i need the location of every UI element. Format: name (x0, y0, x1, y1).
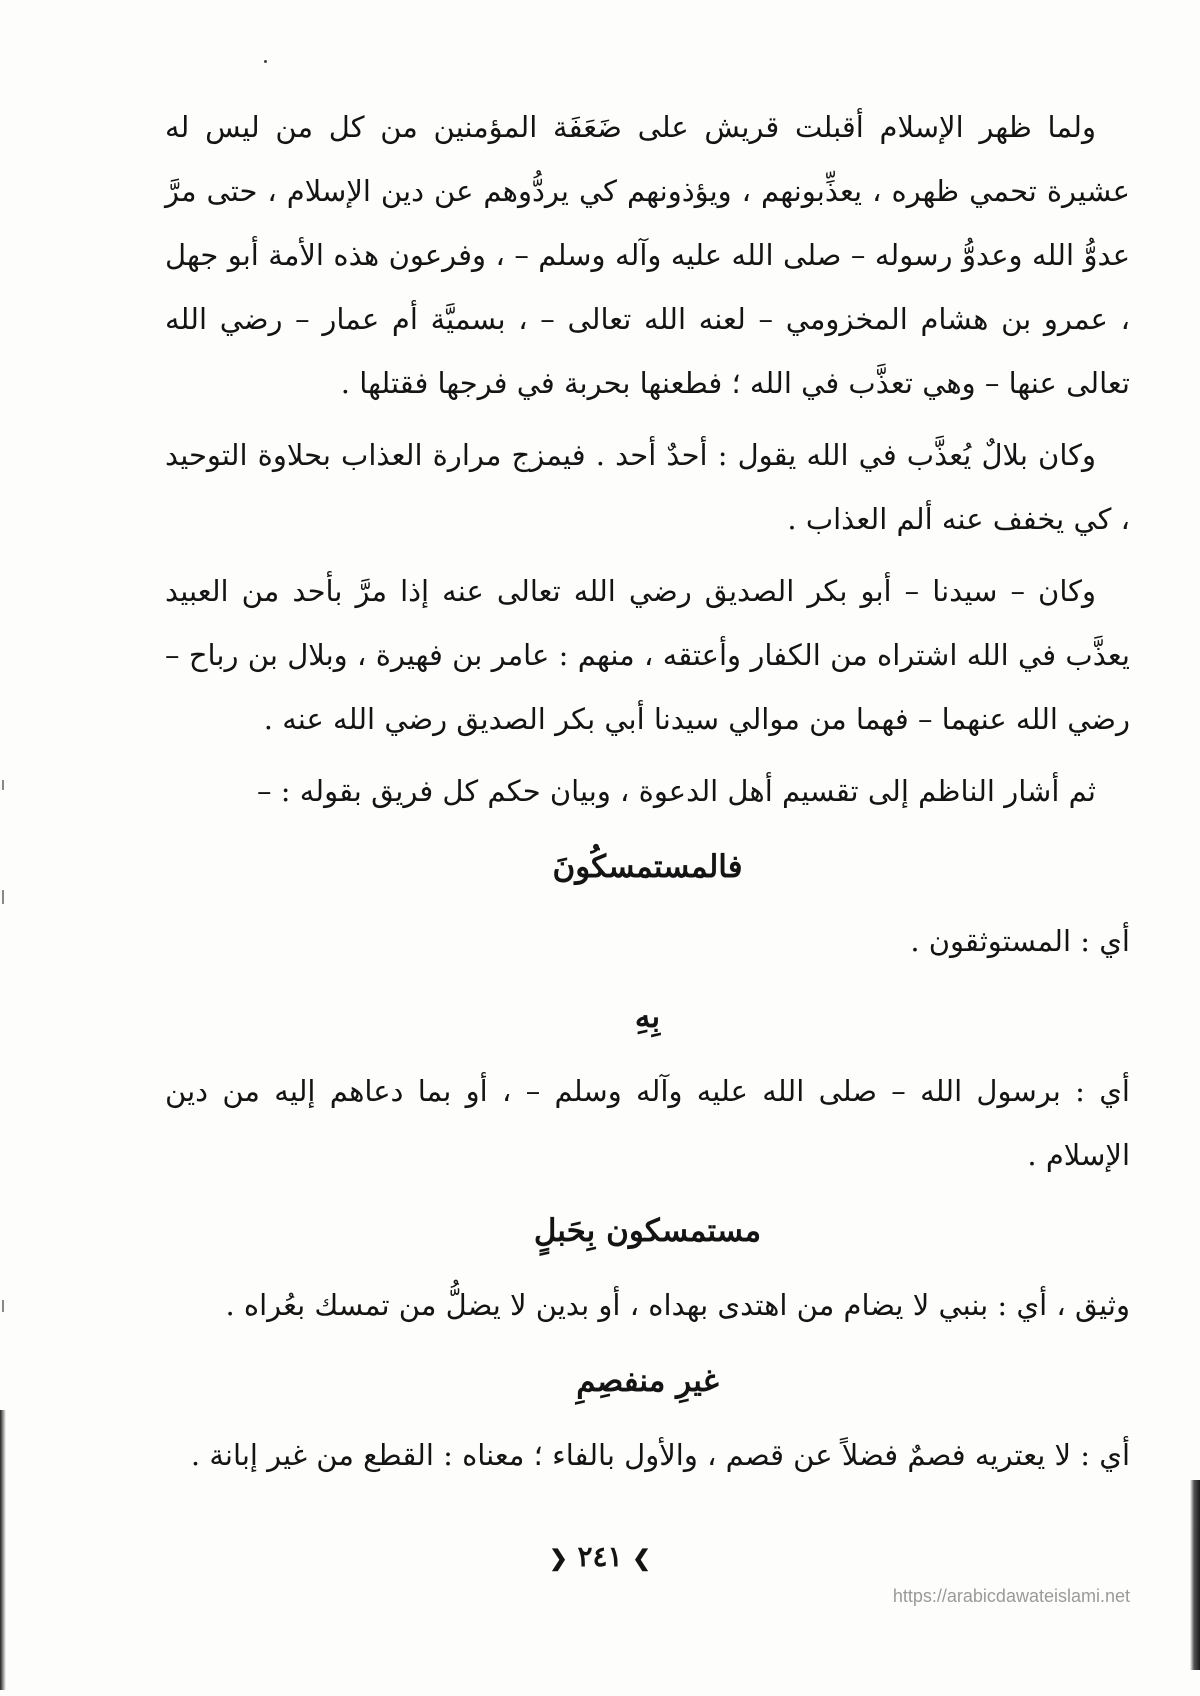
paragraph-bilal: وكان بلالٌ يُعذَّب في الله يقول : أحدٌ أحد . فيمزج مرارة العذاب بحلاوة التوحيد ، كي يخفف عنه ألم العذاب . (165, 438, 1130, 536)
scan-speck (2, 1300, 4, 1312)
ornament-left-icon: ❮ (549, 1545, 568, 1572)
scan-dot (264, 60, 267, 63)
gloss-rasul: أي : برسول الله – صلى الله عليه وآله وسلم – ، أو بما دعاهم إليه من دين الإسلام . (165, 1074, 1130, 1172)
paragraph-division-intro: ثم أشار الناظم إلى تقسيم أهل الدعوة ، وبيان حكم كل فريق بقوله : – (257, 774, 1096, 808)
paragraph-abu-bakr: وكان – سيدنا – أبو بكر الصديق رضي الله تعالى عنه إذا مرَّ بأحد من العبيد يعذَّب في الله اشتراه من الكفار وأعتقه ، منهم : عامر بن فهيرة ، وبلال بن رباح – رضي الله عنهما – فهما من موالي سيدنا أبي بكر الصديق رضي الله عنه . (165, 574, 1130, 736)
gloss-fasm: أي : لا يعتريه فصمٌ فضلاً عن قصم ، والأول بالفاء ؛ معناه : القطع من غير إبانة . (190, 1438, 1130, 1472)
verse-heading-mustamsikun: فالمستمسكُونَ (552, 849, 743, 885)
page-body (165, 95, 1130, 1487)
gloss-mustawthiqun: أي : المستوثقون . (910, 924, 1130, 958)
verse-heading-bihabl: مستمسكون بِحَبلٍ (533, 1213, 762, 1249)
paragraph-quraysh-persecution: ولما ظهر الإسلام أقبلت قريش على ضَعَفَة المؤمنين من كل من ليس له عشيرة تحمي ظهره ، يعذِّبونهم ، ويؤذونهم كي يردُّوهم عن دين الإسلام ، حتى مرَّ عدوُّ الله وعدوُّ رسوله – صلى الله عليه وآله وسلم – ، وفرعون هذه الأمة أبو جهل ، عمرو بن هشام المخزومي – لعنه الله تعالى – ، بسميَّة أم عمار – رضي الله تعالى عنها – وهي تعذَّب في الله ؛ فطعنها بحربة في فرجها فقتلها . (165, 110, 1130, 400)
ornament-right-icon: ❯ (632, 1545, 651, 1572)
gloss-wathiq: وثيق ، أي : بنبي لا يضام من اهتدى بهداه ، أو بدين لا يضلُّ من تمسك بعُراه . (225, 1288, 1130, 1322)
scan-edge-right (1190, 1480, 1200, 1670)
watermark-url: https://arabicdawateislami.net (892, 1586, 1130, 1606)
scan-edge-left (0, 1410, 6, 1690)
scan-speck (2, 890, 4, 904)
verse-heading-ghayr-munfasim: غيرِ منفصِمِ (576, 1363, 719, 1399)
page-number (0, 1540, 1200, 1573)
verse-heading-bihi: بِهِ (634, 999, 661, 1035)
scan-speck (2, 780, 4, 790)
page-number-text: ٢٤١ (577, 1540, 623, 1573)
